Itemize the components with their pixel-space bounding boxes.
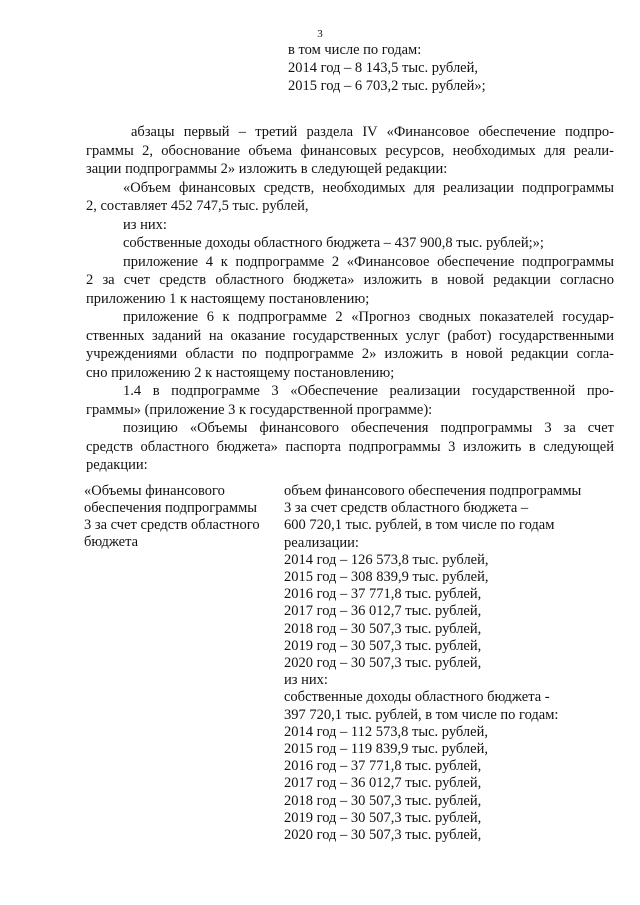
table-right-line: 2020 год – 30 507,3 тыс. рублей, bbox=[284, 655, 482, 672]
text-line: абзацы первый – третий раздела IV «Финансовое обеспечение подпро- bbox=[131, 124, 614, 140]
text-line: граммы» (приложение 3 к государственной программе): bbox=[86, 402, 433, 418]
table-right-line: 2015 год – 119 839,9 тыс. рублей, bbox=[284, 741, 488, 758]
table-right-line: 2019 год – 30 507,3 тыс. рублей, bbox=[284, 809, 482, 826]
table-left-line: обеспечения подпрограммы bbox=[84, 500, 258, 516]
text-line: редакции: bbox=[86, 457, 148, 473]
table-right-line: 600 720,1 тыс. рублей, в том числе по годам bbox=[284, 517, 555, 534]
text-line: в том числе по годам: bbox=[288, 42, 422, 58]
text-line: граммы 2, обоснование объема финансовых ресурсов, необходимых для реали- bbox=[86, 143, 614, 159]
text-line: приложение 6 к подпрограмме 2 «Прогноз сводных показателей государ- bbox=[123, 309, 614, 325]
table-right-line: 2018 год – 30 507,3 тыс. рублей, bbox=[284, 620, 482, 637]
text-line: 1.4 в подпрограмме 3 «Обеспечение реализации государственной про- bbox=[123, 383, 614, 399]
table-right-line: 2016 год – 37 771,8 тыс. рублей, bbox=[284, 586, 482, 603]
text-line: средств областного бюджета» паспорта подпрограммы 3 изложить в следующей bbox=[86, 439, 614, 455]
table-right-line: 2014 год – 126 573,8 тыс. рублей, bbox=[284, 551, 489, 568]
table-left-line: бюджета bbox=[84, 534, 139, 550]
text-line: из них: bbox=[123, 217, 167, 233]
table-left-line: 3 за счет средств областного bbox=[84, 517, 260, 533]
table-right-line: 2015 год – 308 839,9 тыс. рублей, bbox=[284, 569, 489, 586]
table-right-line: из них: bbox=[284, 672, 328, 689]
text-line: собственные доходы областного бюджета – 437 900,8 тыс. рублей;»; bbox=[123, 235, 544, 251]
table-right-line: 3 за счет средств областного бюджета – bbox=[284, 500, 529, 517]
page-number: 3 bbox=[317, 28, 323, 40]
text-line: 2, составляет 452 747,5 тыс. рублей, bbox=[86, 198, 309, 214]
text-line: 2015 год – 6 703,2 тыс. рублей»; bbox=[288, 78, 486, 94]
table-right-column bbox=[284, 483, 614, 844]
text-line: 2 за счет средств областного бюджета» изложить в новой редакции согласно bbox=[86, 272, 614, 288]
text-line: позицию «Объемы финансового обеспечения подпрограммы 3 за счет bbox=[123, 420, 614, 436]
table-right-line: 2016 год – 37 771,8 тыс. рублей, bbox=[284, 758, 482, 775]
table-left-line: «Объемы финансового bbox=[84, 483, 225, 499]
text-line: ственных заданий на оказание государственных услуг (работ) государственными bbox=[86, 328, 614, 344]
table-right-line: 2018 год – 30 507,3 тыс. рублей, bbox=[284, 792, 482, 809]
table-right-line: объем финансового обеспечения подпрограммы bbox=[284, 483, 582, 499]
text-line: приложение 4 к подпрограмме 2 «Финансовое обеспечение подпрограммы bbox=[123, 254, 614, 270]
text-line: приложению 1 к настоящему постановлению; bbox=[86, 291, 370, 307]
text-line: 2014 год – 8 143,5 тыс. рублей, bbox=[288, 60, 479, 76]
table-right-line: 2014 год – 112 573,8 тыс. рублей, bbox=[284, 723, 488, 740]
text-line: учреждениями области по подпрограмме 2» изложить в новой редакции согла- bbox=[86, 346, 614, 362]
table-right-line: 2020 год – 30 507,3 тыс. рублей, bbox=[284, 827, 482, 844]
text-line: сно приложению 2 к настоящему постановлению; bbox=[86, 365, 395, 381]
text-line: «Объем финансовых средств, необходимых для реализации подпрограммы bbox=[123, 180, 614, 196]
table-right-line: 397 720,1 тыс. рублей, в том числе по годам: bbox=[284, 706, 559, 723]
table-right-line: 2017 год – 36 012,7 тыс. рублей, bbox=[284, 775, 482, 792]
table-right-line: собственные доходы областного бюджета - bbox=[284, 689, 550, 706]
table-left-column bbox=[84, 483, 274, 551]
table-right-line: 2019 год – 30 507,3 тыс. рублей, bbox=[284, 637, 482, 654]
text-line: зации подпрограммы 2» изложить в следующей редакции: bbox=[86, 161, 448, 177]
table-right-line: 2017 год – 36 012,7 тыс. рублей, bbox=[284, 603, 482, 620]
table-right-line: реализации: bbox=[284, 534, 359, 551]
